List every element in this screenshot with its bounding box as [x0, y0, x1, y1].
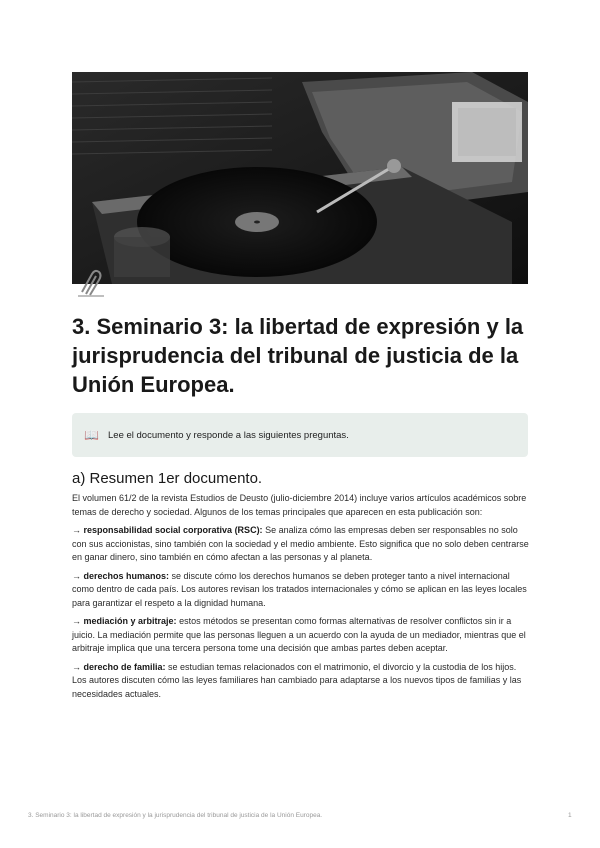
- intro-paragraph: El volumen 61/2 de la revista Estudios de Deusto (julio-diciembre 2014) incluye varios artículos académicos sobre temas de derecho y sociedad. Algunos de los temas principales que aparecen en esta publicación son:: [72, 493, 527, 517]
- footer-title: 3. Seminario 3: la libertad de expresión y la jurisprudencia del tribunal de justicia de la Unión Europea.: [28, 812, 323, 819]
- section-heading: a) Resumen 1er documento.: [72, 470, 263, 487]
- list-item: [72, 615, 530, 656]
- section-content: [72, 492, 530, 706]
- arrow-icon: →: [72, 661, 81, 672]
- item-text: Se analiza cómo las empresas deben ser responsables no solo con sus accionistas, sino también con la sociedad y el medio ambiente. Esto significa que no solo deben centrarse en ganar dinero, sino también en cómo afectan a las personas y al planeta.: [72, 525, 529, 562]
- book-icon: 📖: [84, 428, 99, 442]
- paperclip-icon: [74, 266, 108, 300]
- arrow-icon: →: [72, 616, 81, 626]
- list-item: [72, 661, 530, 702]
- page-number: 1: [568, 812, 572, 819]
- item-term: derecho de familia:: [83, 661, 166, 672]
- page-title: 3. Seminario 3: la libertad de expresión y la jurisprudencia del tribunal de justicia de la Unión Europea.: [72, 314, 524, 397]
- item-term: derechos humanos:: [83, 570, 170, 581]
- callout-box: [72, 413, 528, 457]
- record-player-photo: [72, 72, 528, 284]
- item-text: se discute cómo los derechos humanos se deben proteger tanto a nivel internacional como dentro de cada país. Los autores revisan los tratados internacionales y cómo se aplican en las leyes locales para garantizar el respeto a la dignidad humana.: [72, 570, 527, 608]
- list-item: [72, 570, 530, 611]
- item-term: responsabilidad social corporativa (RSC):: [83, 525, 263, 535]
- item-text: se estudian temas relacionados con el matrimonio, el divorcio y la custodia de los hijos. Los autores discuten cómo las leyes familiares han cambiado para adaptarse a los nuevos tipos de familias y las necesidades actuales.: [72, 661, 522, 699]
- arrow-icon: →: [72, 570, 81, 581]
- arrow-icon: →: [72, 525, 81, 535]
- callout-text: Lee el documento y responde a las siguientes preguntas.: [108, 429, 349, 441]
- item-term: mediación y arbitraje:: [83, 616, 177, 626]
- list-item: [72, 524, 530, 565]
- item-text: estos métodos se presentan como formas alternativas de resolver conflictos sin ir a juicio. La mediación permite que las personas lleguen a un acuerdo con la ayuda de un mediador, mientras que el arbitraje implica que una tercera persona tome una decisión que ambas partes deben aceptar.: [72, 616, 526, 653]
- cover-image: [72, 72, 528, 284]
